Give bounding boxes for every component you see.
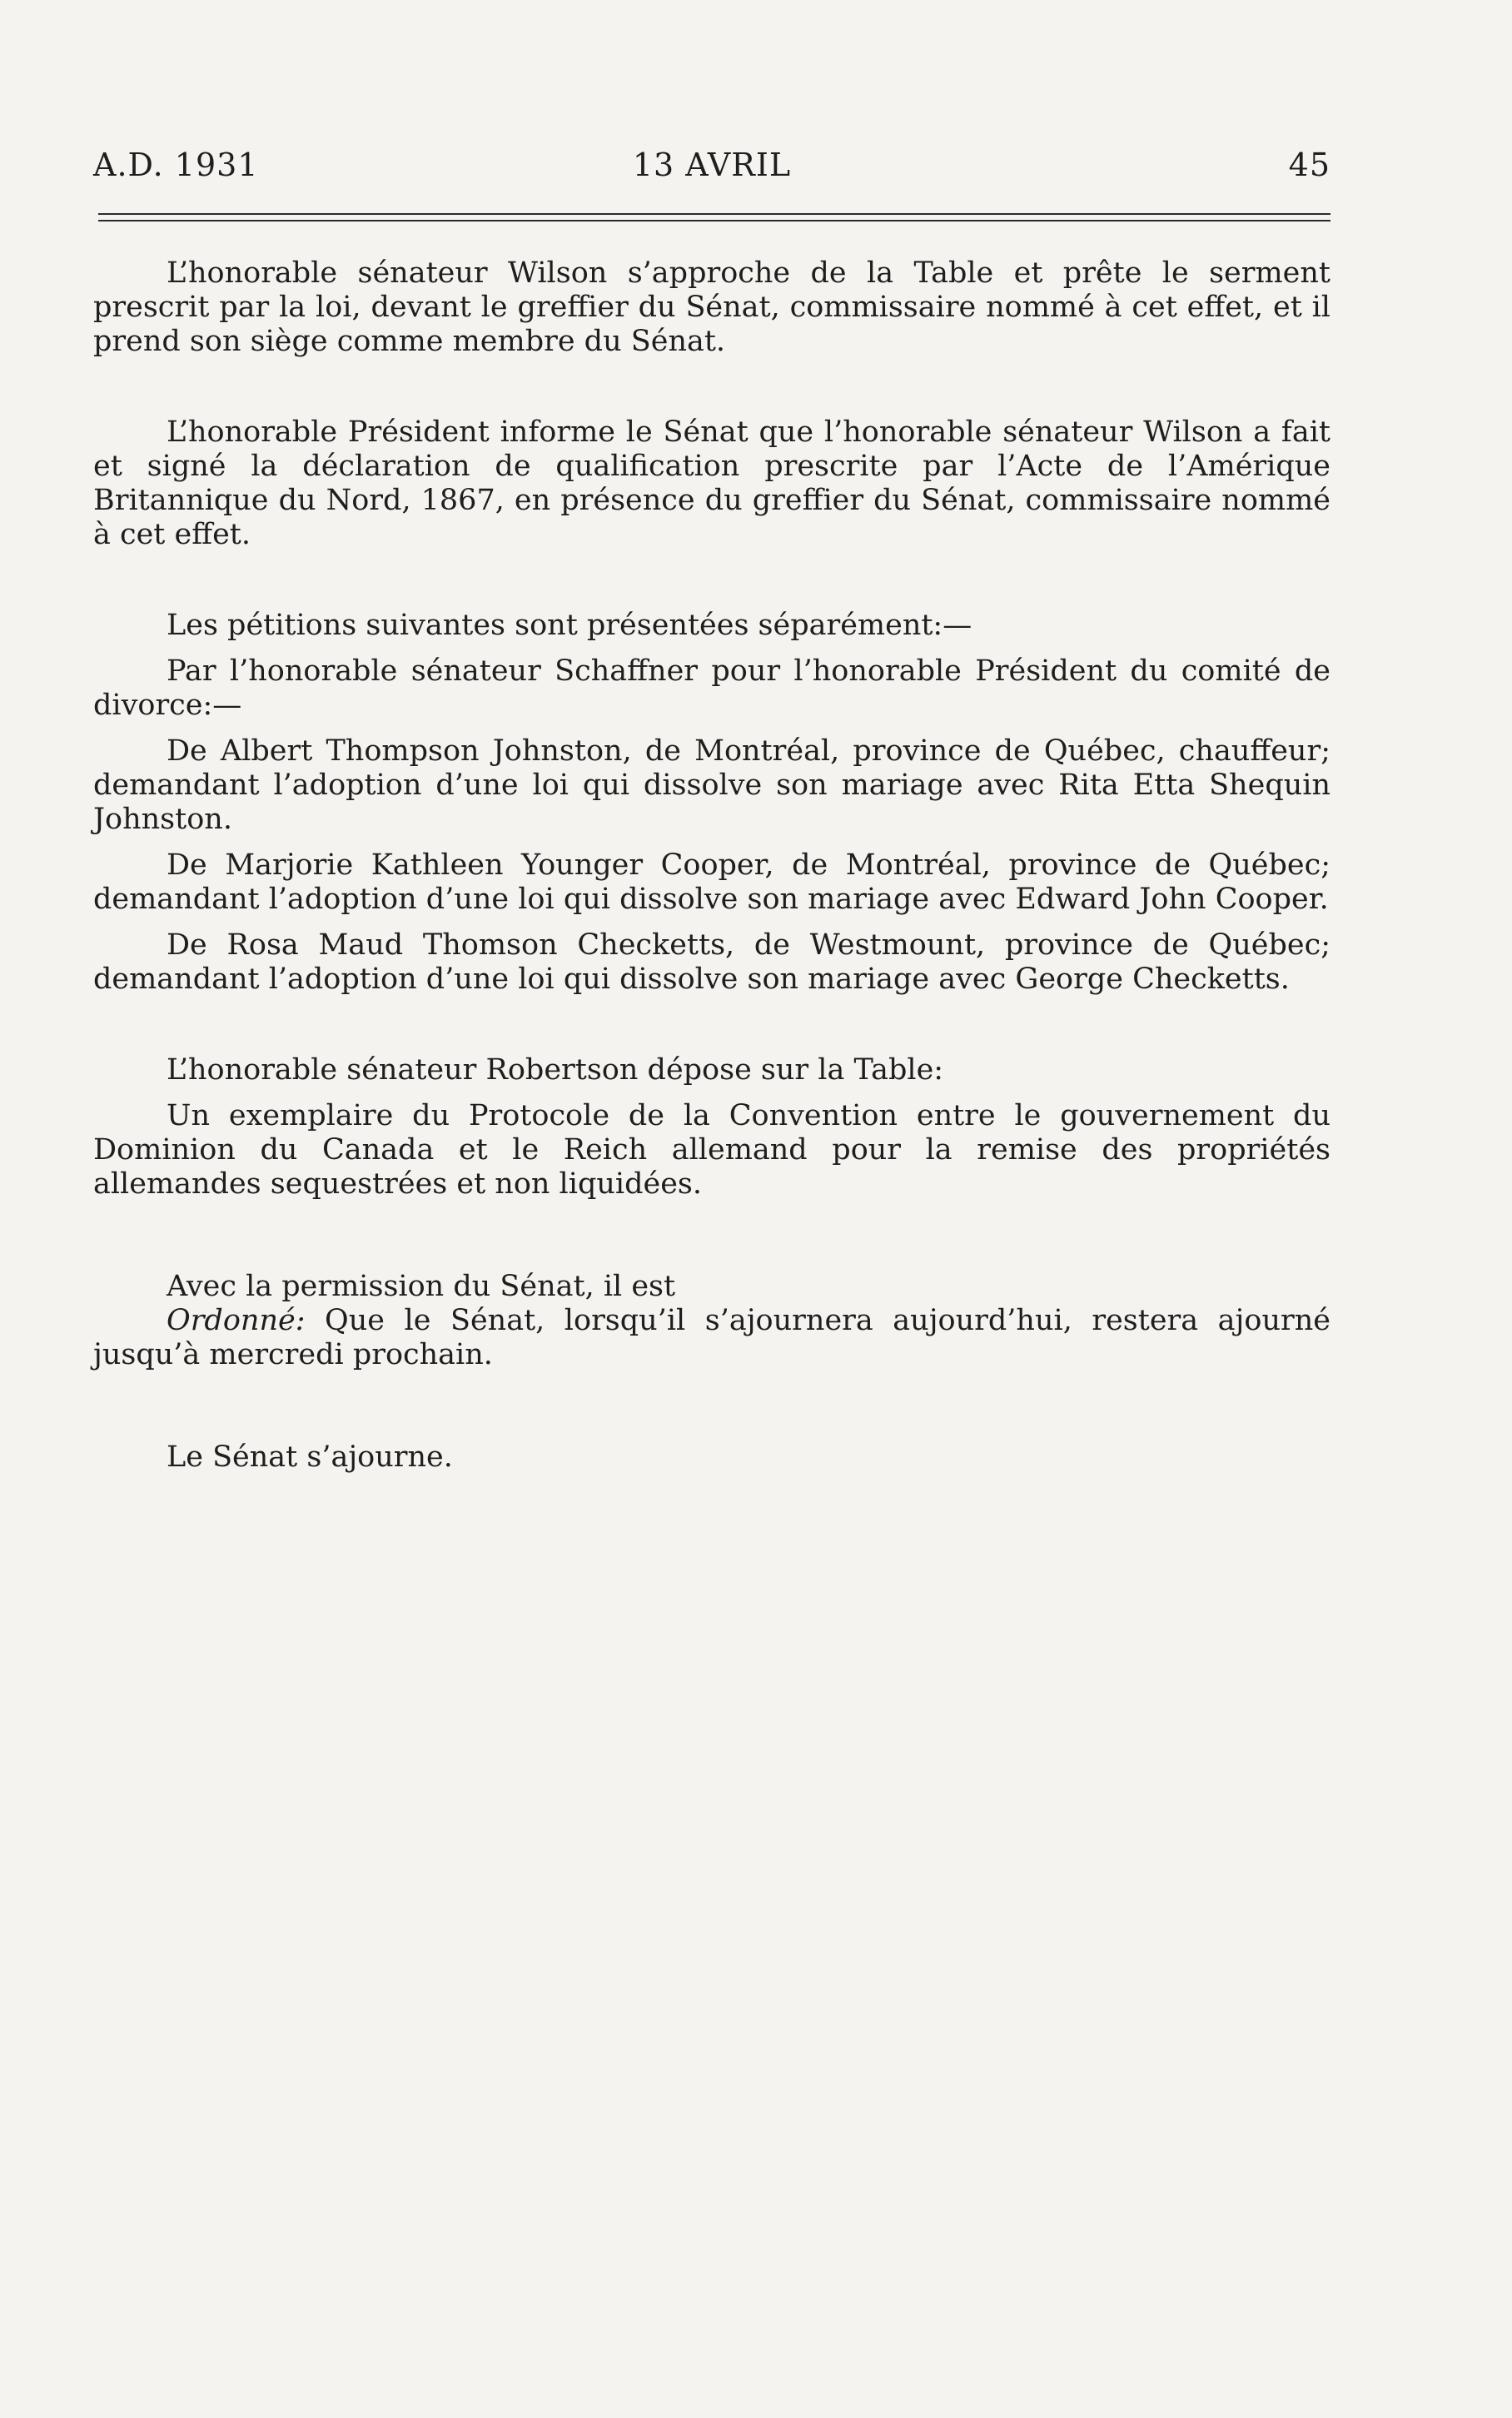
header-rule-bottom: [98, 220, 1330, 221]
paragraph-qualification: L’honorable Président informe le Sénat que l’honorable sénateur Wilson a fait et signé la déclaration de qualification prescrite par l’Acte de l’Amérique Britannique du Nord, 1867, en présence du greffier du Sénat, commissaire nommé à cet effet.: [93, 415, 1330, 551]
header-rule-top: [98, 213, 1330, 215]
paragraph-petition-johnston: De Albert Thompson Johnston, de Montréal, province de Québec, chauffeur; demandant l’adoption d’une loi qui dissolve son mariage avec Rita Etta Shequin Johnston.: [93, 734, 1330, 836]
paragraph-petition-cooper: De Marjorie Kathleen Younger Cooper, de Montréal, province de Québec; demandant l’adoption d’une loi qui dissolve son mariage avec Edward John Cooper.: [93, 848, 1330, 916]
order-text: Que le Sénat, lorsqu’il s’ajournera aujourd’hui, restera ajourné jusqu’à mercredi prochain.: [93, 1304, 1330, 1371]
paragraph-petitions-by: Par l’honorable sénateur Schaffner pour l’honorable Président du comité de divorce:—: [93, 654, 1330, 722]
paragraph-adjourn: Le Sénat s’ajourne.: [167, 1440, 453, 1474]
paragraph-protocol: Un exemplaire du Protocole de la Convention entre le gouvernement du Dominion du Canada et le Reich allemand pour la remise des propriétés allemandes sequestrées et non liquidées.: [93, 1099, 1330, 1201]
order-label: Ordonné:: [167, 1304, 306, 1337]
paragraph-robertson-tables: L’honorable sénateur Robertson dépose sur la Table:: [167, 1053, 944, 1087]
paragraph-petitions-intro: Les pétitions suivantes sont présentées séparément:—: [167, 609, 972, 642]
paragraph-permission: Avec la permission du Sénat, il est: [167, 1270, 676, 1303]
paragraph-petition-checketts: De Rosa Maud Thomson Checketts, de Westmount, province de Québec; demandant l’adoption d’une loi qui dissolve son mariage avec George Checketts.: [93, 928, 1330, 996]
header-date: 13 AVRIL: [632, 147, 792, 183]
paragraph-order: [93, 1304, 1330, 1372]
header-year: A.D. 1931: [93, 147, 259, 183]
paragraph-oath: L’honorable sénateur Wilson s’approche de la Table et prête le serment prescrit par la loi, devant le greffier du Sénat, commissaire nommé à cet effet, et il prend son siège comme membre du Sénat.: [93, 256, 1330, 358]
page-header: [93, 147, 1330, 193]
page-number: 45: [1288, 147, 1330, 183]
document-body: [93, 256, 1330, 1475]
